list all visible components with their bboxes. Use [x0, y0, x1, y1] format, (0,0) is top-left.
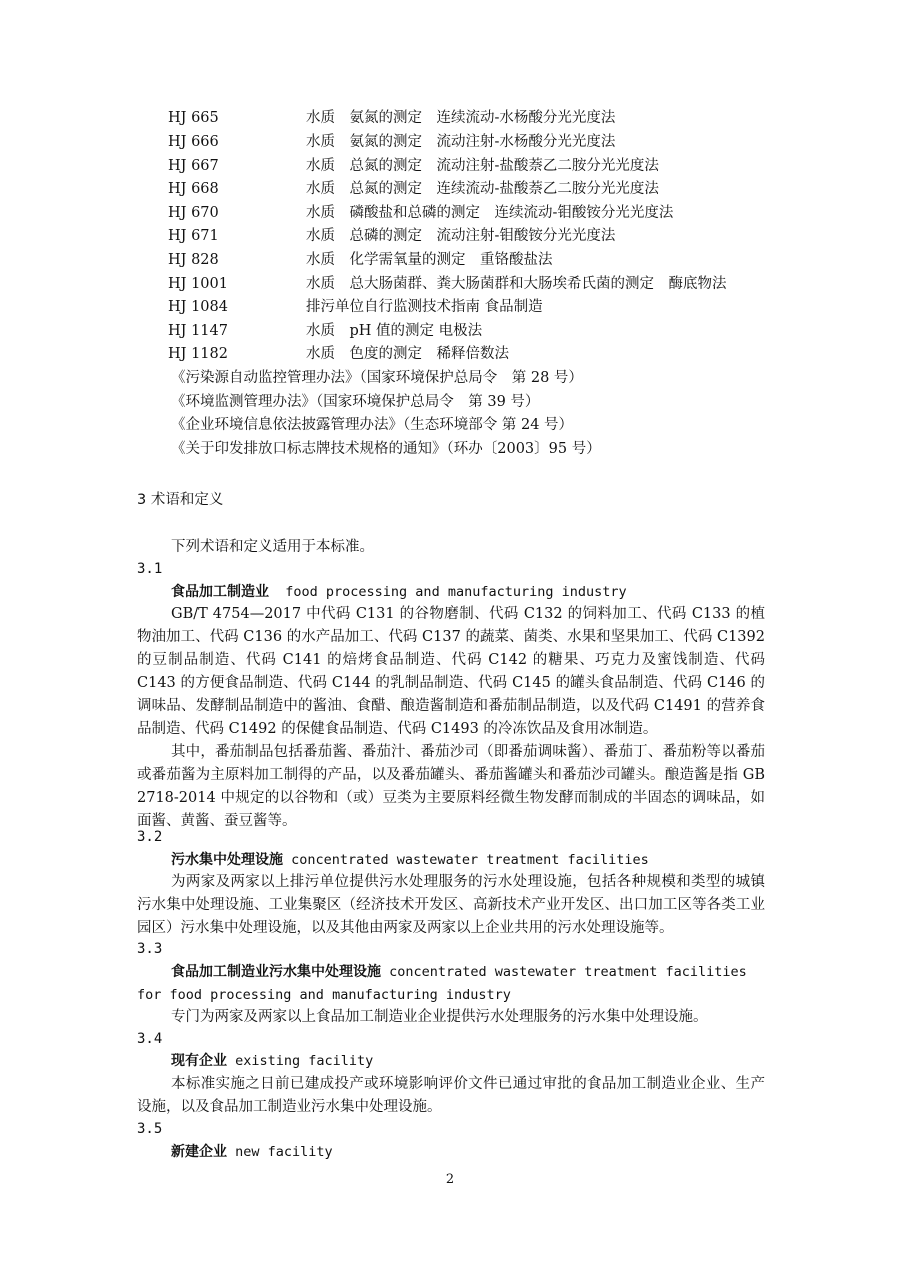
standard-code: HJ 828: [168, 252, 219, 268]
reference-document: 《污染源自动监控管理办法》（国家环境保护总局令 第 28 号）: [171, 370, 583, 386]
page-number: 2: [445, 1172, 455, 1187]
standard-code: HJ 1084: [168, 299, 228, 315]
term-definition: 本标准实施之日前已建成投产或环境影响评价文件已通过审批的食品加工制造业企业、生产设施，以及食品加工制造业污水集中处理设施。: [137, 1076, 765, 1115]
standard-title: 水质 总氮的测定 连续流动-盐酸萘乙二胺分光光度法: [306, 181, 659, 197]
reference-document: 《关于印发排放口标志牌技术规格的通知》（环办〔2003〕95 号）: [171, 441, 601, 457]
standard-code: HJ 1001: [168, 276, 228, 292]
term-number: 3.3: [137, 941, 163, 957]
term-definition: 其中，番茄制品包括番茄酱、番茄汁、番茄沙司（即番茄调味酱）、番茄丁、番茄粉等以番茄或番茄酱为主原料加工制得的产品，以及番茄罐头、番茄酱罐头和番茄沙司罐头。酿造酱是指 GB 2718-2014 中规定的以谷物和（或）豆类为主要原料经微生物发酵而制成的半固态的调味品，如面酱、黄酱、蚕豆酱等。: [137, 744, 765, 829]
standard-title: 水质 总氮的测定 流动注射-盐酸萘乙二胺分光光度法: [306, 158, 659, 174]
standard-code: HJ 1147: [168, 323, 228, 339]
standard-code: HJ 670: [168, 205, 219, 221]
standard-row: [0, 319, 900, 343]
standard-row: [0, 248, 900, 272]
standard-title: 水质 总大肠菌群、粪大肠菌群和大肠埃希氏菌的测定 酶底物法: [306, 276, 727, 292]
term-name: [171, 1140, 333, 1164]
term-name-en: existing facility: [235, 1053, 374, 1069]
term-definition: 专门为两家及两家以上食品加工制造业企业提供污水处理服务的污水集中处理设施。: [171, 1009, 708, 1025]
standard-title: 水质 总磷的测定 流动注射-钼酸铵分光光度法: [306, 228, 616, 244]
standard-title: 水质 氨氮的测定 连续流动-水杨酸分光光度法: [306, 110, 616, 126]
term-name-zh: 污水集中处理设施: [171, 852, 283, 868]
standard-row: [0, 272, 900, 296]
term-number: 3.2: [137, 829, 163, 845]
term-number: 3.1: [137, 561, 163, 577]
term-name-en: new facility: [235, 1144, 333, 1160]
term-name-zh: 食品加工制造业污水集中处理设施: [171, 964, 381, 980]
standard-row: [0, 342, 900, 366]
term-name-zh: 新建企业: [171, 1144, 227, 1160]
standard-title: 水质 磷酸盐和总磷的测定 连续流动-钼酸铵分光光度法: [306, 205, 674, 221]
standard-row: [0, 106, 900, 130]
term-name-en: concentrated wastewater treatment facilities: [291, 852, 649, 868]
standard-row: [0, 201, 900, 225]
reference-document: 《企业环境信息依法披露管理办法》（生态环境部令 第 24 号）: [171, 417, 574, 433]
section-intro: 下列术语和定义适用于本标准。: [171, 539, 374, 555]
standard-title: 水质 化学需氧量的测定 重铬酸盐法: [306, 252, 553, 268]
standard-title: 水质 氨氮的测定 流动注射-水杨酸分光光度法: [306, 134, 616, 150]
standard-row: [0, 154, 900, 178]
term-name-en: food processing and manufacturing industry: [285, 584, 627, 600]
standard-code: HJ 668: [168, 181, 219, 197]
standard-code: HJ 667: [168, 158, 219, 174]
term-name: [171, 960, 747, 984]
standard-code: HJ 665: [168, 110, 219, 126]
term-number: 3.4: [137, 1031, 163, 1047]
term-name: [171, 580, 627, 604]
standard-title: 水质 pH 值的测定 电极法: [306, 323, 483, 339]
term-name-en: concentrated wastewater treatment facilities: [389, 964, 747, 980]
standard-row: [0, 224, 900, 248]
term-name-zh: 现有企业: [171, 1053, 227, 1069]
standard-title: 排污单位自行监测技术指南 食品制造: [306, 299, 543, 315]
standard-code: HJ 1182: [168, 346, 228, 362]
term-name: [171, 1049, 373, 1073]
standard-row: [0, 295, 900, 319]
standard-row: [0, 177, 900, 201]
term-name-en-continued: for food processing and manufacturing industry: [137, 987, 511, 1003]
standard-code: HJ 671: [168, 228, 219, 244]
section-heading: 3 术语和定义: [137, 492, 224, 508]
term-number: 3.5: [137, 1121, 163, 1137]
standard-title: 水质 色度的测定 稀释倍数法: [306, 346, 509, 362]
standard-code: HJ 666: [168, 134, 219, 150]
reference-document: 《环境监测管理办法》（国家环境保护总局令 第 39 号）: [171, 394, 540, 410]
term-definition: 为两家及两家以上排污单位提供污水处理服务的污水处理设施，包括各种规模和类型的城镇污水集中处理设施、工业集聚区（经济技术开发区、高新技术产业开发区、出口加工区等各类工业园区）污水集中处理设施，以及其他由两家及两家以上企业共用的污水处理设施等。: [137, 874, 765, 936]
standard-row: [0, 130, 900, 154]
term-definition: GB/T 4754—2017 中代码 C131 的谷物磨制、代码 C132 的饲料加工、代码 C133 的植物油加工、代码 C136 的水产品加工、代码 C137 的蔬菜、菌类、水果和坚果加工、代码 C1392 的豆制品制造、代码 C141 的焙烤食品制造、代码 C142 的糖果、巧克力及蜜饯制造、代码 C143 的方便食品制造、代码 C144 的乳制品制造、代码 C145 的罐头食品制造、代码 C146 的调味品、发酵制品制造中的酱油、食醋、酿造酱制造和番茄制品制造，以及代码 C1491 的营养食品制造、代码 C1492 的保健食品制造、代码 C1493 的冷冻饮品及食用冰制造。: [137, 606, 765, 737]
term-name: [171, 848, 649, 872]
term-name-zh: 食品加工制造业: [171, 584, 269, 600]
